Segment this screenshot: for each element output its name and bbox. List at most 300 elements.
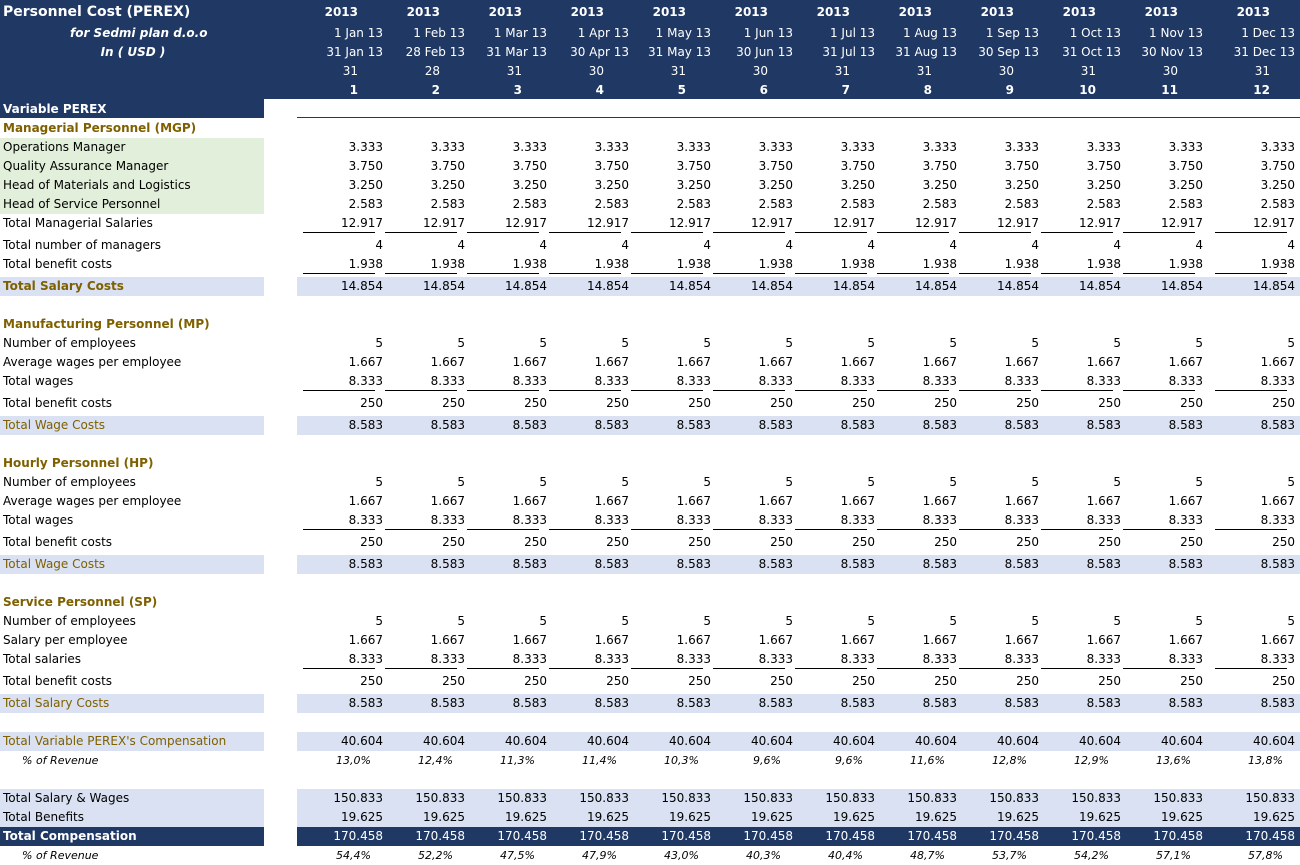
value-cell: 5 — [1031, 475, 1039, 489]
value-cell: 8.333 — [512, 374, 547, 388]
value-cell: 5 — [703, 336, 711, 350]
value-cell: 3.250 — [758, 178, 793, 192]
value-cell: 5 — [1031, 614, 1039, 628]
value-cell: 2.583 — [758, 197, 793, 211]
value-cell: 5 — [867, 336, 875, 350]
table-row — [0, 694, 1300, 713]
table-row — [0, 236, 1300, 255]
value-cell: 12.917 — [669, 216, 711, 230]
value-cell: 40.604 — [1079, 734, 1121, 748]
total-underline — [795, 273, 867, 274]
value-cell: 8.333 — [840, 374, 875, 388]
value-cell: 19.625 — [833, 810, 875, 824]
value-cell: 12,8% — [992, 754, 1027, 767]
value-cell: 3.750 — [1260, 159, 1295, 173]
value-cell: 5 — [785, 336, 793, 350]
row-label: Head of Service Personnel — [3, 197, 161, 211]
value-cell: 3.333 — [1004, 140, 1039, 154]
value-cell: 5 — [1287, 475, 1295, 489]
table-row — [0, 650, 1300, 669]
value-cell: 40.604 — [669, 734, 711, 748]
total-underline — [877, 273, 949, 274]
value-cell: 170.458 — [1153, 829, 1203, 843]
value-cell: 3.250 — [512, 178, 547, 192]
value-cell: 19.625 — [1079, 810, 1121, 824]
value-cell: 170.458 — [415, 829, 465, 843]
total-underline — [467, 529, 539, 530]
value-cell: 1.667 — [594, 494, 629, 508]
value-cell: 14.854 — [423, 279, 465, 293]
value-cell: 1.667 — [922, 355, 957, 369]
value-cell: 8.333 — [922, 652, 957, 666]
table-row — [0, 492, 1300, 511]
month-days: 31 — [342, 64, 358, 78]
value-cell: 5 — [1031, 336, 1039, 350]
value-cell: 8.583 — [1086, 557, 1121, 571]
value-cell: 19.625 — [1253, 810, 1295, 824]
value-cell: 3.750 — [512, 159, 547, 173]
value-cell: 43,0% — [664, 849, 699, 862]
value-cell: 12,9% — [1074, 754, 1109, 767]
month-num: 10 — [1079, 83, 1096, 97]
total-underline — [385, 390, 457, 391]
value-cell: 250 — [1016, 396, 1039, 410]
value-cell: 250 — [1180, 535, 1203, 549]
month-end: 30 Apr 13 — [570, 45, 629, 59]
value-cell: 8.583 — [758, 696, 793, 710]
value-cell: 1.667 — [1260, 355, 1295, 369]
value-cell: 40.604 — [915, 734, 957, 748]
value-cell: 8.583 — [840, 418, 875, 432]
month-start: 1 Jul 13 — [829, 26, 875, 40]
value-cell: 250 — [688, 535, 711, 549]
value-cell: 170.458 — [661, 829, 711, 843]
month-start: 1 Jan 13 — [333, 26, 383, 40]
month-days: 28 — [424, 64, 440, 78]
value-cell: 250 — [1180, 674, 1203, 688]
total-underline — [959, 390, 1031, 391]
value-cell: 170.458 — [989, 829, 1039, 843]
value-cell: 8.333 — [430, 374, 465, 388]
value-cell: 8.583 — [1168, 557, 1203, 571]
value-cell: 250 — [1098, 396, 1121, 410]
value-cell: 150.833 — [333, 791, 383, 805]
value-cell: 250 — [606, 396, 629, 410]
value-cell: 250 — [606, 674, 629, 688]
row-label: Total benefit costs — [3, 396, 113, 410]
month-start: 1 Jun 13 — [743, 26, 793, 40]
total-underline — [877, 232, 949, 233]
value-cell: 250 — [524, 535, 547, 549]
month-days: 31 — [916, 64, 932, 78]
month-end: 31 Dec 13 — [1233, 45, 1295, 59]
total-underline — [959, 232, 1031, 233]
value-cell: 5 — [785, 475, 793, 489]
total-underline — [631, 668, 703, 669]
total-underline — [1123, 668, 1195, 669]
value-cell: 250 — [852, 396, 875, 410]
value-cell: 250 — [606, 535, 629, 549]
value-cell: 14.854 — [669, 279, 711, 293]
value-cell: 4 — [1031, 238, 1039, 252]
value-cell: 19.625 — [341, 810, 383, 824]
value-cell: 1.938 — [1086, 257, 1121, 271]
value-cell: 3.750 — [348, 159, 383, 173]
value-cell: 1.667 — [512, 633, 547, 647]
value-cell: 40.604 — [1253, 734, 1295, 748]
row-label: % of Revenue — [22, 754, 99, 767]
currency-subtitle: In ( USD ) — [100, 45, 166, 59]
value-cell: 8.333 — [1168, 374, 1203, 388]
table-row — [0, 612, 1300, 631]
value-cell: 150.833 — [1071, 791, 1121, 805]
table-row — [0, 353, 1300, 372]
month-start: 1 May 13 — [655, 26, 711, 40]
value-cell: 1.667 — [676, 355, 711, 369]
value-cell: 8.583 — [840, 557, 875, 571]
month-start: 1 Feb 13 — [413, 26, 465, 40]
value-cell: 14.854 — [751, 279, 793, 293]
value-cell: 2.583 — [1004, 197, 1039, 211]
value-cell: 12.917 — [1079, 216, 1121, 230]
total-underline — [631, 529, 703, 530]
total-underline — [1041, 273, 1113, 274]
value-cell: 11,6% — [910, 754, 945, 767]
value-cell: 12.917 — [833, 216, 875, 230]
value-cell: 40.604 — [751, 734, 793, 748]
row-label: Total Compensation — [3, 829, 137, 843]
month-num: 5 — [677, 83, 686, 97]
value-cell: 5 — [457, 336, 465, 350]
value-cell: 19.625 — [997, 810, 1039, 824]
row-label: Variable PEREX — [3, 102, 107, 116]
month-end: 31 Jul 13 — [822, 45, 875, 59]
row-label: Total wages — [3, 374, 74, 388]
value-cell: 170.458 — [1245, 829, 1295, 843]
value-cell: 8.333 — [922, 513, 957, 527]
value-cell: 8.333 — [348, 652, 383, 666]
table-row — [0, 846, 1300, 865]
row-label: Head of Materials and Logistics — [3, 178, 191, 192]
value-cell: 12.917 — [587, 216, 629, 230]
value-cell: 40.604 — [423, 734, 465, 748]
value-cell: 1.938 — [922, 257, 957, 271]
table-row — [0, 416, 1300, 435]
month-end: 30 Sep 13 — [978, 45, 1039, 59]
total-underline — [713, 273, 785, 274]
table-row — [0, 277, 1300, 296]
table-row — [0, 372, 1300, 391]
value-cell: 3.750 — [1086, 159, 1121, 173]
value-cell: 5 — [375, 614, 383, 628]
value-cell: 5 — [703, 475, 711, 489]
row-label: Total number of managers — [3, 238, 162, 252]
value-cell: 5 — [539, 475, 547, 489]
company-subtitle: for Sedmi plan d.o.o — [70, 26, 208, 40]
value-cell: 5 — [1113, 336, 1121, 350]
row-label: Quality Assurance Manager — [3, 159, 169, 173]
section-header-row — [0, 119, 1300, 138]
month-end: 31 Jan 13 — [326, 45, 383, 59]
total-underline — [467, 273, 539, 274]
value-cell: 12,4% — [418, 754, 453, 767]
value-cell: 1.667 — [922, 633, 957, 647]
value-cell: 40.604 — [505, 734, 547, 748]
table-row — [0, 176, 1300, 195]
value-cell: 14.854 — [1161, 279, 1203, 293]
value-cell: 250 — [852, 674, 875, 688]
table-row — [0, 100, 1300, 119]
table-row — [0, 255, 1300, 274]
value-cell: 1.667 — [840, 633, 875, 647]
value-cell: 1.667 — [840, 494, 875, 508]
value-cell: 250 — [1272, 674, 1295, 688]
row-label: Total benefit costs — [3, 535, 113, 549]
value-cell: 19.625 — [1161, 810, 1203, 824]
total-underline — [877, 529, 949, 530]
value-cell: 52,2% — [418, 849, 453, 862]
month-days: 31 — [1254, 64, 1270, 78]
total-underline — [713, 529, 785, 530]
value-cell: 8.583 — [922, 696, 957, 710]
value-cell: 14.854 — [587, 279, 629, 293]
table-row — [0, 672, 1300, 691]
total-underline — [1215, 232, 1287, 233]
value-cell: 3.750 — [676, 159, 711, 173]
value-cell: 2.583 — [1168, 197, 1203, 211]
total-underline — [1123, 273, 1195, 274]
total-underline — [1215, 668, 1287, 669]
value-cell: 14.854 — [341, 279, 383, 293]
value-cell: 150.833 — [661, 791, 711, 805]
value-cell: 250 — [1180, 396, 1203, 410]
value-cell: 150.833 — [907, 791, 957, 805]
value-cell: 8.333 — [1168, 513, 1203, 527]
value-cell: 8.583 — [922, 557, 957, 571]
month-num: 3 — [513, 83, 522, 97]
value-cell: 1.667 — [922, 494, 957, 508]
value-cell: 2.583 — [594, 197, 629, 211]
section-header-row — [0, 454, 1300, 473]
value-cell: 8.583 — [594, 557, 629, 571]
value-cell: 5 — [621, 614, 629, 628]
value-cell: 3.333 — [512, 140, 547, 154]
value-cell: 1.667 — [348, 633, 383, 647]
row-label: Total Salary & Wages — [3, 791, 130, 805]
value-cell: 3.333 — [594, 140, 629, 154]
value-cell: 8.583 — [1004, 696, 1039, 710]
value-cell: 2.583 — [512, 197, 547, 211]
month-num: 11 — [1161, 83, 1178, 97]
value-cell: 12.917 — [751, 216, 793, 230]
value-cell: 1.938 — [430, 257, 465, 271]
month-num: 4 — [595, 83, 604, 97]
total-underline — [1215, 273, 1287, 274]
value-cell: 5 — [1195, 475, 1203, 489]
value-cell: 250 — [1016, 674, 1039, 688]
month-num: 1 — [349, 83, 358, 97]
value-cell: 5 — [949, 475, 957, 489]
row-label: Service Personnel (SP) — [3, 595, 158, 609]
value-cell: 4 — [375, 238, 383, 252]
value-cell: 1.938 — [348, 257, 383, 271]
value-cell: 150.833 — [1245, 791, 1295, 805]
value-cell: 8.583 — [1168, 418, 1203, 432]
value-cell: 5 — [1195, 614, 1203, 628]
value-cell: 1.938 — [512, 257, 547, 271]
total-underline — [877, 390, 949, 391]
month-days: 31 — [506, 64, 522, 78]
value-cell: 1.667 — [1086, 355, 1121, 369]
value-cell: 12.917 — [1161, 216, 1203, 230]
value-cell: 5 — [949, 336, 957, 350]
row-label: Hourly Personnel (HP) — [3, 456, 154, 470]
row-label: Total wages — [3, 513, 74, 527]
value-cell: 150.833 — [415, 791, 465, 805]
value-cell: 1.667 — [348, 494, 383, 508]
value-cell: 1.667 — [1004, 355, 1039, 369]
month-days: 31 — [670, 64, 686, 78]
value-cell: 250 — [1098, 535, 1121, 549]
value-cell: 19.625 — [587, 810, 629, 824]
value-cell: 12.917 — [1253, 216, 1295, 230]
total-underline — [467, 668, 539, 669]
value-cell: 47,9% — [582, 849, 617, 862]
value-cell: 250 — [442, 674, 465, 688]
value-cell: 8.333 — [512, 652, 547, 666]
value-cell: 5 — [1287, 614, 1295, 628]
value-cell: 3.250 — [1168, 178, 1203, 192]
month-days: 30 — [998, 64, 1014, 78]
value-cell: 150.833 — [497, 791, 547, 805]
value-cell: 8.583 — [676, 418, 711, 432]
value-cell: 1.938 — [1168, 257, 1203, 271]
value-cell: 3.333 — [840, 140, 875, 154]
total-underline — [795, 232, 867, 233]
total-underline — [631, 390, 703, 391]
value-cell: 4 — [949, 238, 957, 252]
value-cell: 14.854 — [915, 279, 957, 293]
value-cell: 1.938 — [840, 257, 875, 271]
value-cell: 250 — [442, 396, 465, 410]
value-cell: 8.583 — [676, 696, 711, 710]
value-cell: 57,8% — [1248, 849, 1283, 862]
value-cell: 1.667 — [594, 633, 629, 647]
value-cell: 5 — [867, 475, 875, 489]
table-row — [0, 555, 1300, 574]
value-cell: 3.250 — [922, 178, 957, 192]
value-cell: 3.250 — [430, 178, 465, 192]
value-cell: 1.667 — [1168, 633, 1203, 647]
value-cell: 8.583 — [430, 557, 465, 571]
value-cell: 12.917 — [505, 216, 547, 230]
value-cell: 9,6% — [835, 754, 863, 767]
value-cell: 1.667 — [1260, 633, 1295, 647]
value-cell: 250 — [1098, 674, 1121, 688]
value-cell: 13,8% — [1248, 754, 1283, 767]
value-cell: 8.333 — [1168, 652, 1203, 666]
value-cell: 40.604 — [341, 734, 383, 748]
total-underline — [1123, 529, 1195, 530]
value-cell: 13,6% — [1156, 754, 1191, 767]
value-cell: 19.625 — [505, 810, 547, 824]
value-cell: 1.667 — [430, 355, 465, 369]
total-underline — [549, 668, 621, 669]
value-cell: 3.333 — [348, 140, 383, 154]
value-cell: 8.583 — [594, 696, 629, 710]
table-row — [0, 827, 1300, 846]
value-cell: 4 — [539, 238, 547, 252]
month-num: 2 — [431, 83, 440, 97]
value-cell: 3.250 — [1086, 178, 1121, 192]
value-cell: 8.333 — [1004, 513, 1039, 527]
value-cell: 3.333 — [676, 140, 711, 154]
value-cell: 11,4% — [582, 754, 617, 767]
month-start: 1 Dec 13 — [1241, 26, 1295, 40]
month-start: 1 Nov 13 — [1149, 26, 1203, 40]
total-underline — [795, 390, 867, 391]
value-cell: 8.333 — [1004, 374, 1039, 388]
month-num: 8 — [923, 83, 932, 97]
value-cell: 8.583 — [594, 418, 629, 432]
total-underline — [303, 668, 375, 669]
value-cell: 250 — [852, 535, 875, 549]
value-cell: 1.667 — [1260, 494, 1295, 508]
value-cell: 1.667 — [676, 494, 711, 508]
value-cell: 8.583 — [1260, 557, 1295, 571]
value-cell: 1.667 — [1168, 494, 1203, 508]
value-cell: 5 — [539, 614, 547, 628]
total-underline — [713, 668, 785, 669]
value-cell: 12.917 — [423, 216, 465, 230]
row-label: % of Revenue — [22, 849, 99, 862]
value-cell: 150.833 — [989, 791, 1039, 805]
value-cell: 14.854 — [1253, 279, 1295, 293]
month-num: 6 — [759, 83, 768, 97]
value-cell: 8.333 — [594, 513, 629, 527]
value-cell: 14.854 — [505, 279, 547, 293]
value-cell: 1.667 — [430, 494, 465, 508]
row-label: Average wages per employee — [3, 494, 182, 508]
value-cell: 12.917 — [997, 216, 1039, 230]
month-num: 9 — [1005, 83, 1014, 97]
value-cell: 47,5% — [500, 849, 535, 862]
month-days: 31 — [1080, 64, 1096, 78]
value-cell: 8.333 — [676, 652, 711, 666]
value-cell: 5 — [621, 475, 629, 489]
value-cell: 250 — [770, 535, 793, 549]
value-cell: 8.333 — [1086, 652, 1121, 666]
value-cell: 4 — [1113, 238, 1121, 252]
value-cell: 8.333 — [1260, 652, 1295, 666]
value-cell: 1.667 — [1004, 494, 1039, 508]
value-cell: 1.667 — [348, 355, 383, 369]
value-cell: 8.333 — [1260, 374, 1295, 388]
value-cell: 170.458 — [743, 829, 793, 843]
value-cell: 3.333 — [1086, 140, 1121, 154]
value-cell: 8.583 — [512, 418, 547, 432]
value-cell: 3.750 — [1004, 159, 1039, 173]
value-cell: 3.250 — [1260, 178, 1295, 192]
value-cell: 1.667 — [1086, 633, 1121, 647]
value-cell: 48,7% — [910, 849, 945, 862]
table-row — [0, 394, 1300, 413]
value-cell: 14.854 — [1079, 279, 1121, 293]
value-cell: 250 — [360, 535, 383, 549]
value-cell: 8.333 — [922, 374, 957, 388]
month-year: 2013 — [734, 5, 768, 19]
month-start: 1 Apr 13 — [577, 26, 629, 40]
